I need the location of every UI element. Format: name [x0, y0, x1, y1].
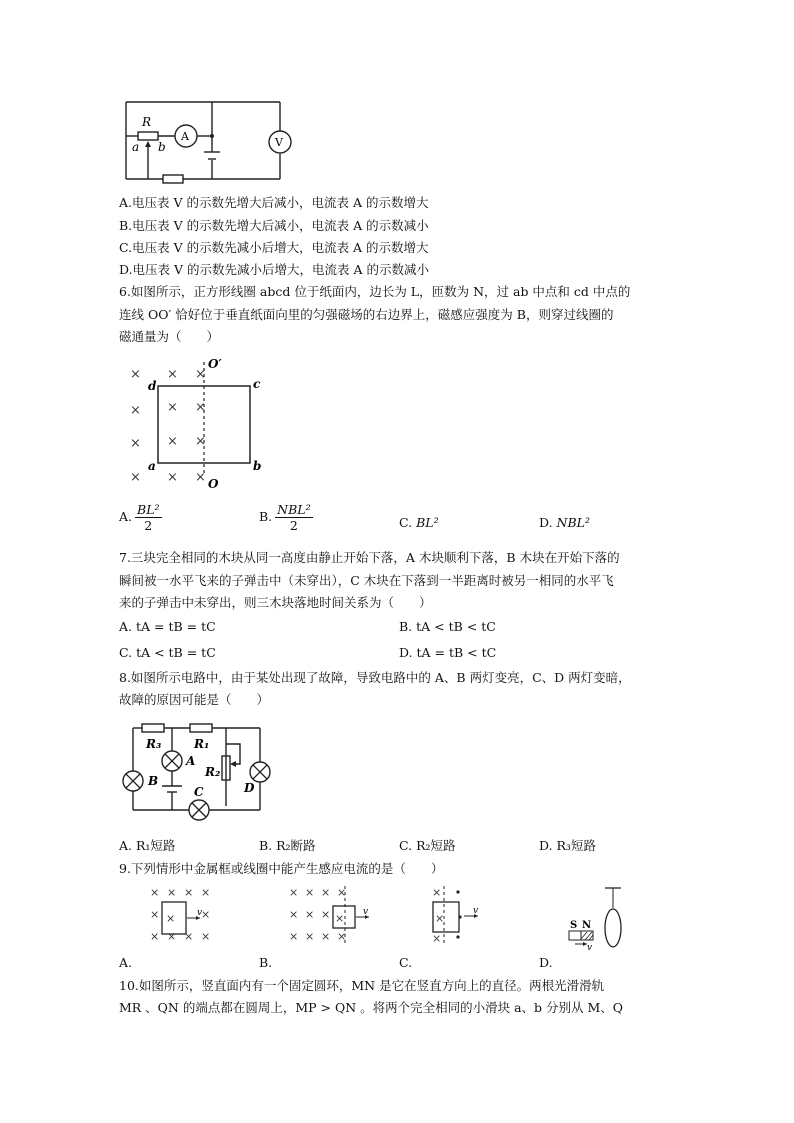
- q5-circuit-figure: [120, 96, 295, 188]
- svg-text:×: ×: [167, 470, 178, 485]
- svg-text:×: ×: [337, 886, 347, 899]
- svg-text:×: ×: [184, 930, 194, 943]
- svg-text:×: ×: [305, 886, 315, 899]
- svg-text:×: ×: [289, 930, 299, 943]
- q6-option-a: A. $\frac{\text{BL²}}{2}$: [119, 502, 160, 533]
- q5-option-a: A.电压表 V 的示数先增大后减小，电流表 A 的示数增大: [119, 195, 429, 210]
- q6-axis-o: O: [208, 477, 219, 491]
- q5-label-a: a: [132, 140, 140, 154]
- svg-text:×: ×: [167, 886, 177, 899]
- q5-option-c: C.电压表 V 的示数先减小后增大，电流表 A 的示数增大: [119, 240, 429, 255]
- q9-option-b: B.: [259, 955, 273, 970]
- q6-corner-d: d: [148, 379, 157, 393]
- q6-corner-a: a: [148, 459, 156, 473]
- svg-text:×: ×: [130, 367, 141, 382]
- q7-option-a: A. tA = tB = tC: [119, 619, 216, 634]
- svg-text:×: ×: [289, 886, 299, 899]
- q5-label-b: b: [158, 140, 166, 154]
- q8-lamp-d-label: D: [244, 781, 255, 795]
- q8-lamp-b-label: B: [148, 774, 159, 788]
- svg-text:×: ×: [321, 930, 331, 943]
- svg-text:×: ×: [150, 930, 160, 943]
- q5-label-R: R: [142, 115, 152, 129]
- svg-text:×: ×: [166, 912, 176, 925]
- svg-text:×: ×: [435, 912, 445, 925]
- svg-text:×: ×: [150, 886, 160, 899]
- svg-text:×: ×: [195, 434, 206, 449]
- q9-option-a: A.: [119, 955, 133, 970]
- q6-text-line-2: 连线 OO′ 恰好位于垂直纸面向里的匀强磁场的右边界上，磁感应强度为 B，则穿过线圈的: [119, 307, 614, 322]
- q10-text-line-2: MR 、QN 的端点都在圆周上，MP > QN 。将两个完全相同的小滑块 a、b 分别从 M、Q: [119, 1000, 624, 1015]
- svg-text:×: ×: [130, 470, 141, 485]
- svg-text:×: ×: [321, 908, 331, 921]
- svg-text:v: v: [197, 908, 203, 918]
- svg-text:×: ×: [167, 930, 177, 943]
- svg-text:×: ×: [305, 908, 315, 921]
- q9-figure-b: [283, 884, 373, 944]
- q6-axis-o-prime: O′: [208, 357, 222, 371]
- q6-text-line-3: 磁通量为（ ）: [119, 329, 220, 344]
- q5-ammeter-label: A: [181, 130, 189, 143]
- svg-text:×: ×: [195, 367, 206, 382]
- q6-option-b: B. $\frac{\text{NBL²}}{2}$: [259, 502, 311, 533]
- q6-corner-c: c: [253, 377, 261, 391]
- q8-label-r3: R₃: [146, 737, 162, 751]
- svg-text:×: ×: [432, 932, 442, 945]
- q8-circuit-figure: [120, 718, 270, 824]
- q9-figure-d: [565, 884, 635, 953]
- q9-figure-a: [140, 884, 220, 944]
- q5-option-b: B.电压表 V 的示数先增大后减小，电流表 A 的示数减小: [119, 218, 429, 233]
- q7-text-line-3: 来的子弹击中未穿出，则三木块落地时间关系为（ ）: [119, 595, 432, 610]
- q10-text-line-1: 10.如图所示，竖直面内有一个固定圆环，MN 是它在竖直方向上的直径。两根光滑滑轨: [119, 978, 605, 993]
- q6-option-c: C. BL²: [399, 515, 439, 530]
- q8-lamp-a-label: A: [186, 754, 196, 768]
- svg-text:×: ×: [167, 400, 178, 415]
- svg-text:N: N: [582, 920, 592, 931]
- svg-text:×: ×: [337, 930, 347, 943]
- q9-text: 9.下列情形中金属框或线圈中能产生感应电流的是（ ）: [119, 861, 444, 876]
- svg-text:×: ×: [335, 912, 345, 925]
- svg-text:×: ×: [130, 436, 141, 451]
- svg-text:×: ×: [150, 908, 160, 921]
- svg-text:×: ×: [432, 886, 442, 899]
- svg-text:×: ×: [305, 930, 315, 943]
- q8-text-line-2: 故障的原因可能是（ ）: [119, 692, 270, 707]
- svg-text:v: v: [363, 907, 369, 917]
- q8-label-r2: R₂: [205, 765, 221, 779]
- svg-text:×: ×: [195, 470, 206, 485]
- svg-text:S: S: [570, 920, 578, 931]
- q6-field-crosses: [130, 367, 206, 485]
- svg-text:v: v: [473, 906, 479, 916]
- svg-text:×: ×: [321, 886, 331, 899]
- q6-corner-b: b: [253, 459, 262, 473]
- q8-label-r1: R₁: [194, 737, 210, 751]
- svg-text:×: ×: [167, 367, 178, 382]
- svg-text:×: ×: [201, 930, 211, 943]
- svg-text:×: ×: [195, 400, 206, 415]
- svg-text:×: ×: [130, 403, 141, 418]
- q8-option-b: B. R₂断路: [259, 838, 316, 853]
- q8-option-d: D. R₃短路: [539, 838, 596, 853]
- q7-text-line-2: 瞬间被一水平飞来的子弹击中（未穿出），C 木块在下落到一半距离时被另一相同的水平飞: [119, 573, 614, 588]
- svg-text:×: ×: [289, 908, 299, 921]
- q9-option-d: D.: [539, 955, 553, 970]
- svg-text:v: v: [587, 943, 593, 953]
- svg-text:×: ×: [167, 434, 178, 449]
- svg-text:×: ×: [201, 886, 211, 899]
- q7-option-b: B. tA < tB < tC: [399, 619, 496, 634]
- q8-lamp-c-label: C: [194, 785, 204, 799]
- q5-voltmeter-label: V: [275, 136, 283, 149]
- q7-text-line-1: 7.三块完全相同的木块从同一高度由静止开始下落，A 木块顺利下落，B 木块在开始下落的: [119, 550, 620, 565]
- q8-option-c: C. R₂短路: [399, 838, 456, 853]
- q6-magnetic-field-figure: [122, 348, 282, 496]
- q7-option-c: C. tA < tB = tC: [119, 645, 216, 660]
- q8-option-a: A. R₁短路: [119, 838, 176, 853]
- svg-text:×: ×: [184, 886, 194, 899]
- q8-text-line-1: 8.如图所示电路中，由于某处出现了故障，导致电路中的 A、B 两灯变亮，C、D 两灯变暗，: [119, 670, 631, 685]
- q6-option-d: D. NBL²: [539, 515, 590, 530]
- svg-text:×: ×: [201, 908, 211, 921]
- q9-option-c: C.: [399, 955, 413, 970]
- q7-option-d: D. tA = tB < tC: [399, 645, 497, 660]
- q6-text-line-1: 6.如图所示，正方形线圈 abcd 位于纸面内，边长为 L，匝数为 N，过 ab 中点和 cd 中点的: [119, 284, 631, 299]
- q9-figure-c: [426, 884, 496, 946]
- q5-option-d: D.电压表 V 的示数先减小后增大，电流表 A 的示数减小: [119, 262, 429, 277]
